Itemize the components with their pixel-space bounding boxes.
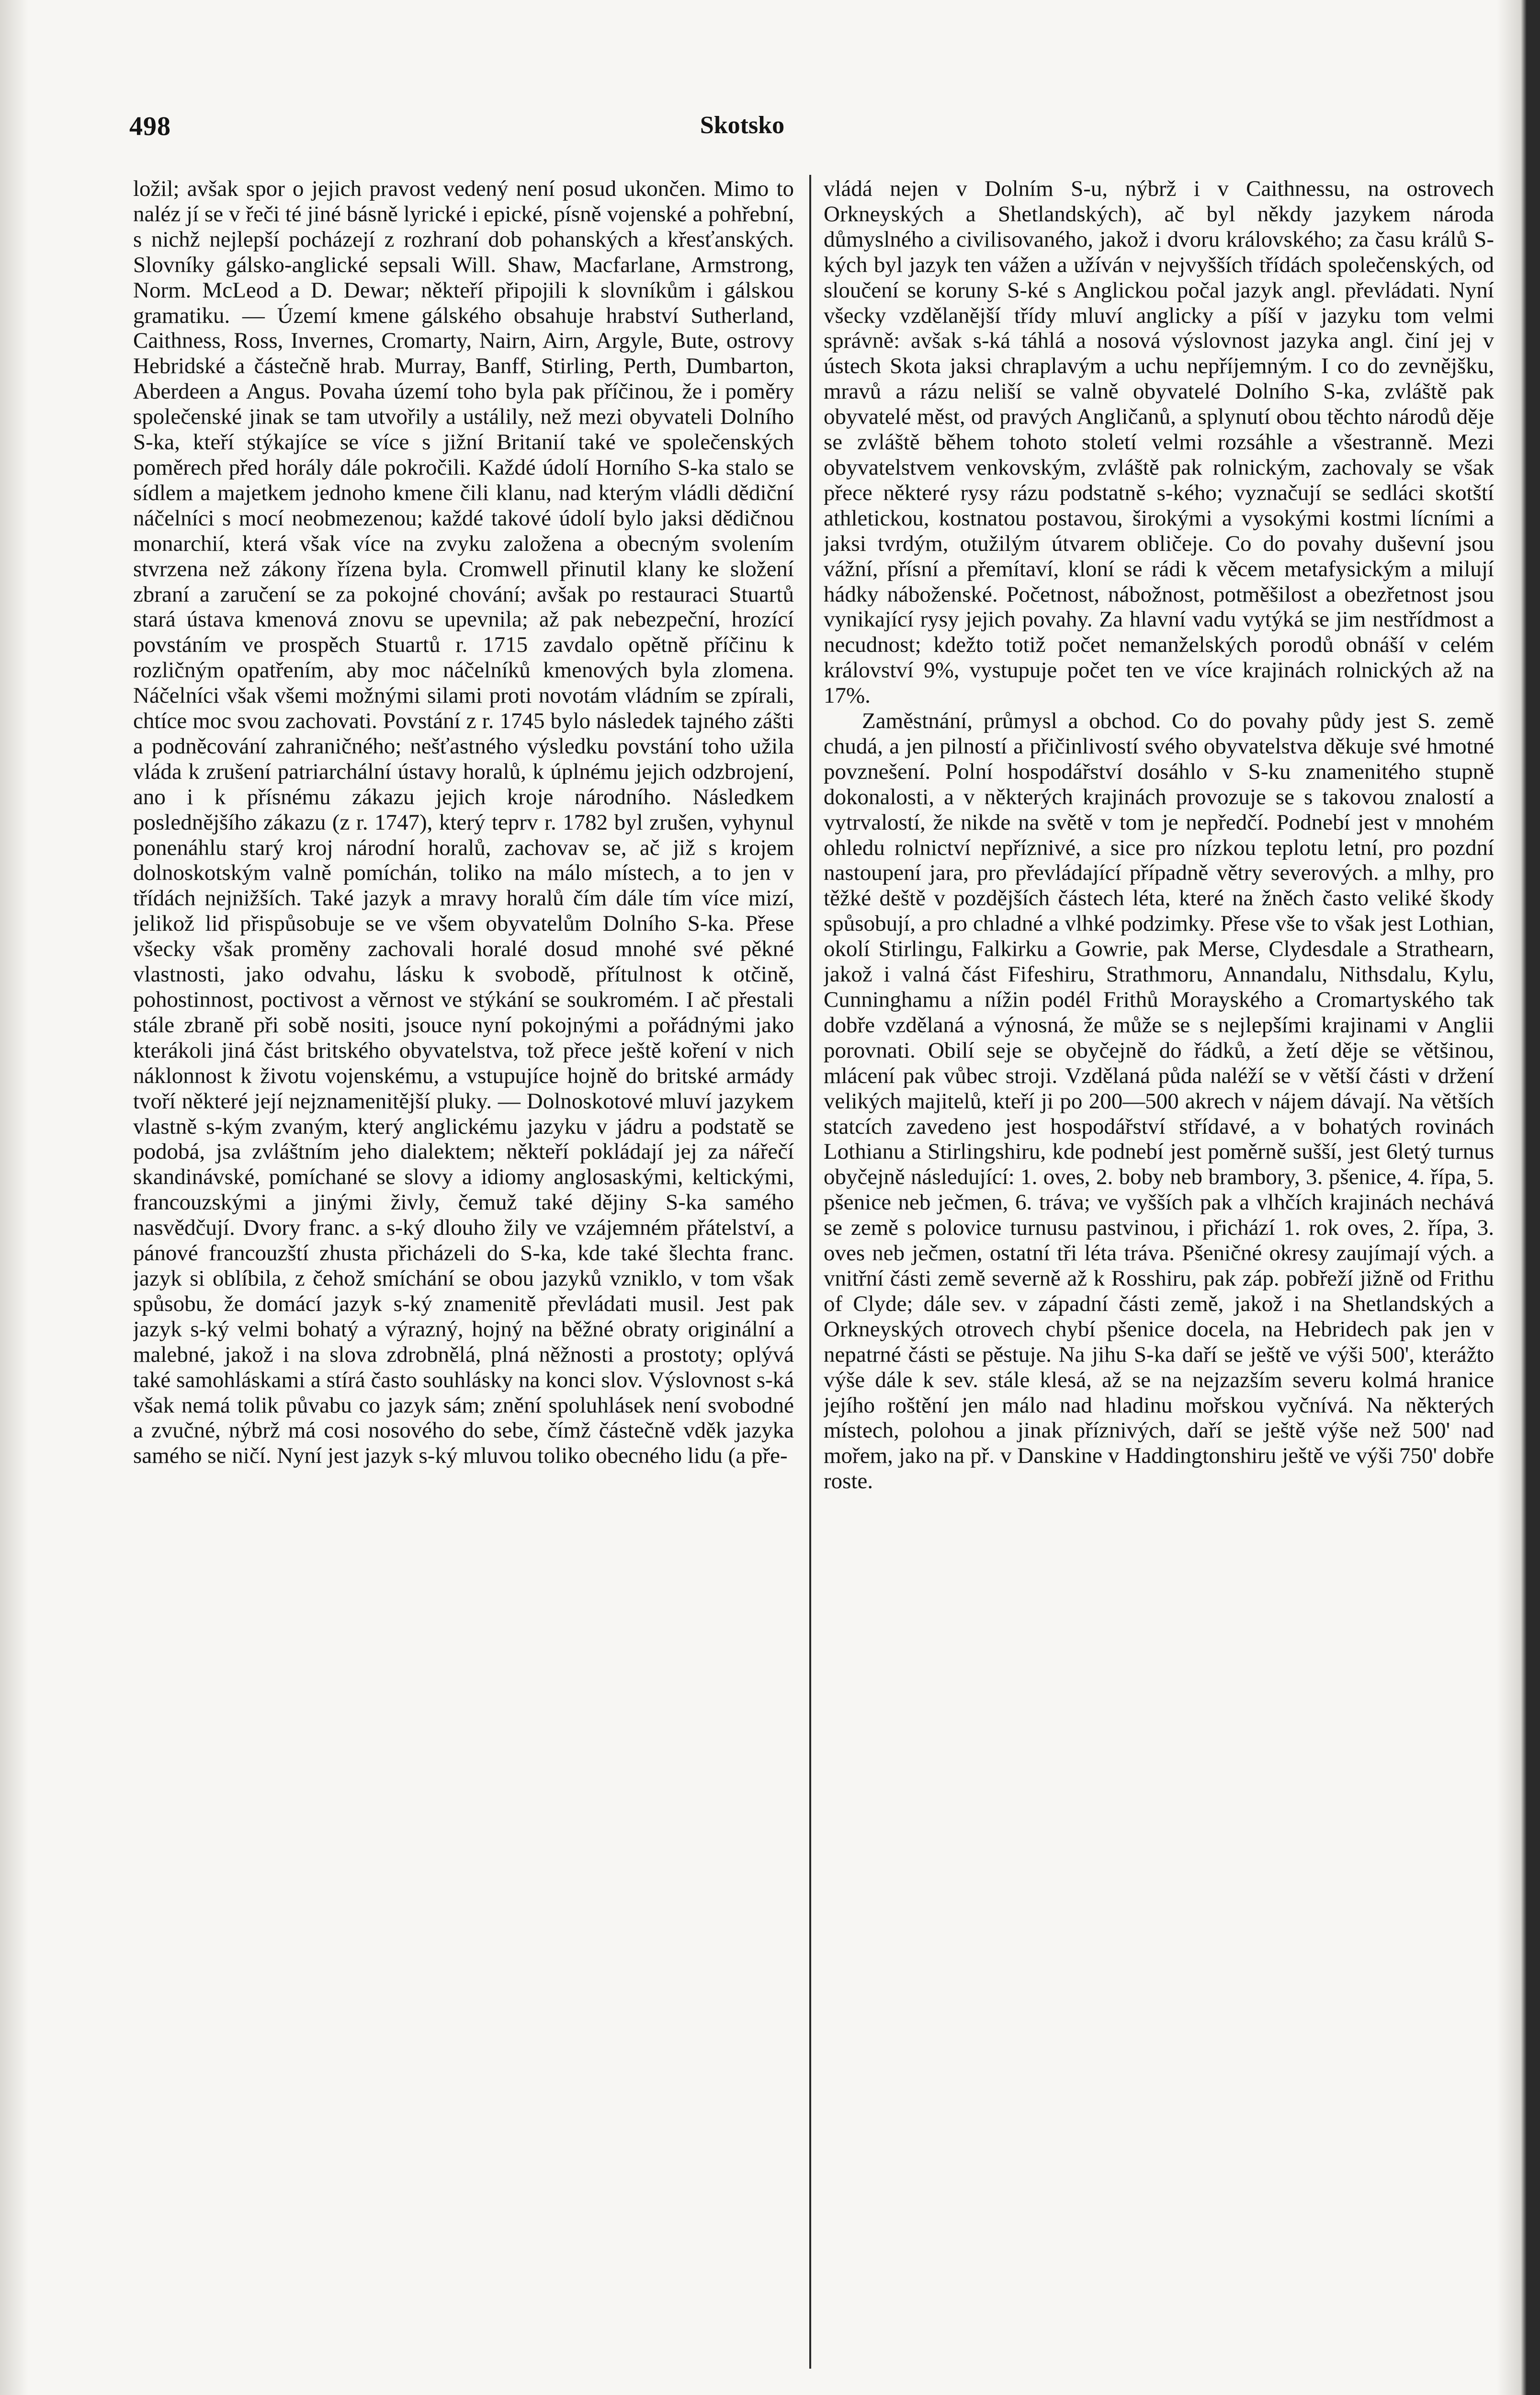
column-divider bbox=[809, 175, 811, 2369]
right-paragraph-1: vládá nejen v Dolním S-u, nýbrž i v Caithnessu, na ostrovech Orkneyských a Shetlandských), ač byl někdy jazykem národa důmyslného a civilisovaného, jakož i dvoru královského; za času králů S-kých byl jazyk ten vážen a užíván v nejvyšších třídách společenských, od sloučení se koruny S-ké s Anglickou počal jazyk angl. převládati. Nyní všecky vzdělanější třídy mluví anglicky a píší v jazyku tom velmi správně: avšak s-ká táhlá a nosová výslovnost jazyka angl. činí jej v ústech Skota jaksi chraplavým a uchu nepříjemným. I co do zevnějšku, mravů a rázu neliší se valně obyvatelé Dolního S-ka, zvláště pak obyvatelé měst, od pravých Angličanů, a splynutí obou těchto národů děje se zvláště během tohoto století velmi rozsáhle a všestranně. Mezi obyvatelstvem venkovským, zvláště pak rolnickým, zachovaly se však přece některé rysy rázu podstatně s-kého; vyznačují se sedláci skotští athletickou, kostnatou postavou, širokými a vysokými kostmi lícními a jaksi tvrdým, otužilým útvarem obličeje. Co do povahy duševní jsou vážní, přísní a přemítaví, kloní se rádi k věcem metafysickým a milují hádky náboženské. Početnost, nábožnost, potměšilost a obezřetnost jsou vynikající rysy jejich povahy. Za hlavní vadu vytýká se jim nestřídmost a necudnost; kdežto totiž počet nemanželských porodů obnáší v celém království 9%, vystupuje počet ten ve více krajinách rolnických až na 17%. bbox=[824, 176, 1494, 708]
page-header bbox=[129, 111, 1355, 145]
scan-right-edge bbox=[1497, 0, 1540, 2395]
page-number: 498 bbox=[129, 112, 171, 141]
scan-left-edge bbox=[0, 0, 29, 2395]
left-column bbox=[133, 176, 794, 2389]
running-title: Skotsko bbox=[700, 112, 785, 139]
right-paragraph-2: Zaměstnání, průmysl a obchod. Co do povahy půdy jest S. země chudá, a jen pilností a přičinlivostí svého obyvatelstva děkuje své hmotné povznešení. Polní hospodářství dosáhlo v S-ku znamenitého stupně dokonalosti, a v některých krajinách provozuje se s takovou znalostí a vytrvalostí, že nikde na světě v tom je nepředčí. Podnebí jest v mnohém ohledu rolnictví nepříznivé, a sice pro nízkou teplotu letní, pro pozdní nastoupení jara, pro převládající případně větry severových. a mlhy, pro těžké deště v pozdějších částech léta, které na žněch často veliké škody spůsobují, a pro chladné a vlhké podzimky. Přese vše to však jest Lothian, okolí Stirlingu, Falkirku a Gowrie, pak Merse, Clydesdale a Strathearn, jakož i valná část Fifeshiru, Strathmoru, Annandalu, Nithsdalu, Kylu, Cunninghamu a nížin podél Frithů Morayského a Cromartyského tak dobře vzdělaná a výnosná, že může se s nejlepšími krajinami v Anglii porovnati. Obilí seje se obyčejně do řádků, a žetí děje se většinou, mlácení pak vůbec stroji. Vzdělaná půda naléží se v větší části v držení velikých majitelů, kteří ji po 200—500 akrech v nájem dávají. Na větších statcích zavedeno jest hospodářství střídavé, a v bohatých rovinách Lothianu a Stirlingshiru, kde podnebí jest poměrně sušší, jest 6letý turnus obyčejně následující: 1. oves, 2. boby neb brambory, 3. pšenice, 4. řípa, 5. pšenice neb ječmen, 6. tráva; ve vyšších pak a vlhčích krajinách nechává se země s polovice turnusu pastvinou, i přichází 1. rok oves, 2. řípa, 3. oves neb ječmen, ostatní tři léta tráva. Pšeničné okresy zaujímají vých. a vnitřní části země severně až k Rosshiru, pak záp. pobřeží jižně od Frithu of Clyde; dále sev. v západní části země, jakož i na Shetlandských a Orkneyských otrovech chybí pšenice docela, na Hebridech pak jen v nepatrné části se pěstuje. Na jihu S-ka daří se ještě ve výši 500', kterážto výše dále k sev. stále klesá, až se na nejzazším severu kolmá hranice jejího roštění jen málo nad hladinu mořskou vyčnívá. Na některých místech, polohou a jinak příznivých, daří se ještě výše než 500' nad mořem, jako na př. v Danskine v Haddingtonshiru ještě ve výši 750' dobře roste. bbox=[824, 708, 1494, 1494]
right-column bbox=[824, 176, 1494, 2389]
left-paragraph-1: ložil; avšak spor o jejich pravost vedený není posud ukončen. Mimo to naléz jí se v řeči té jiné básně lyrické i epické, písně vojenské a pohřební, s nichž nejlepší pocházejí z rozhraní dob pohanských a křesťanských. Slovníky gálsko-anglické sepsali Will. Shaw, Macfarlane, Armstrong, Norm. McLeod a D. Dewar; někteří připojili k slovníkům i gálskou gramatiku. — Území kmene gálského obsahuje hrabství Sutherland, Caithness, Ross, Invernes, Cromarty, Nairn, Airn, Argyle, Bute, ostrovy Hebridské a částečně hrab. Murray, Banff, Stirling, Perth, Dumbarton, Aberdeen a Angus. Povaha území toho byla pak příčinou, že i poměry společenské jinak se tam utvořily a ustálily, než mezi obyvateli Dolního S-ka, kteří stýkajíce se více s jižní Britanií také ve společenských poměrech před horály dále pokročili. Každé údolí Horního S-ka stalo se sídlem a majetkem jednoho kmene čili klanu, nad kterým vládli dědiční náčelníci s mocí neobmezenou; každé takové údolí bylo jaksi dědičnou monarchií, která však více na zvyku založena a obecným svolením stvrzena než zákony řízena byla. Cromwell přinutil klany ke složení zbraní a zaručení se za pokojné chování; avšak po restauraci Stuartů stará ústava kmenová znovu se upevnila; až pak nebezpeční, hrozící povstáním ve prospěch Stuartů r. 1715 zavdalo opětně příčinu k rozličným opatřením, aby moc náčelníků kmenových byla zlomena. Náčelníci však všemi možnými silami proti novotám vládním se zpírali, chtíce moc svou zachovati. Povstání z r. 1745 bylo následek tajného zášti a podněcování zahraničného; nešťastného výsledku povstání toho užila vláda k zrušení patriarchální ústavy horalů, k úplnému jejich odzbrojení, ano i k přísnému zákazu jejich kroje národního. Následkem poslednějšího zákazu (z r. 1747), který teprv r. 1782 byl zrušen, vyhynul ponenáhlu starý kroj národní horalů, zachovav se, ač již s krojem dolnoskotským valně pomíchán, toliko na málo místech, a to jen v třídách nejnižších. Také jazyk a mravy horalů čím dále tím více mizí, jelikož lid přispůsobuje se ve všem obyvatelům Dolního S-ka. Přese všecky však proměny zachovali horalé dosud mnohé své pěkné vlastnosti, jako odvahu, lásku k svobodě, přítulnost k otčině, pohostinnost, poctivost a věrnost ve stýkání se soukromém. I ač přestali stále zbraně při sobě nositi, jsouce nyní pokojnými a pořádnými jako kterákoli jiná část britského obyvatelstva, tož přece ještě koření v nich náklonnost k životu vojenskému, a vstupujíce hojně do britské armády tvoří některé její nejznamenitější pluky. — Dolnoskotové mluví jazykem vlastně s-kým zvaným, který anglickému jazyku v jádru a podstatě se podobá, jsa zvláštním jeho dialektem; někteří pokládají jej za nářečí skandinávské, pomíchané se slovy a idiomy anglosaskými, keltickými, francouzskými a jinými živly, čemuž také dějiny S-ka samého nasvědčují. Dvory franc. a s-ký dlouho žily ve vzájemném přátelství, a pánové francouzští zhusta přicházeli do S-ka, kde také šlechta franc. jazyk si oblíbila, z čehož smíchání se obou jazyků vzniklo, v tom však spůsobu, že domácí jazyk s-ký znamenitě převládati musil. Jest pak jazyk s-ký velmi bohatý a výrazný, hojný na běžné obraty originální a malebné, jakož i na slova zdrobnělá, plná něžnosti a prostoty; oplývá také samohláskami a stírá často souhlásky na konci slov. Výslovnost s-ká však nemá tolik půvabu co jazyk sám; znění spoluhlásek není svobodné a zvučné, nýbrž má cosi nosového do sebe, čímž částečně vděk jazyka samého se ničí. Nyní jest jazyk s-ký mluvou toliko obecného lidu (a pře- bbox=[133, 176, 794, 1469]
